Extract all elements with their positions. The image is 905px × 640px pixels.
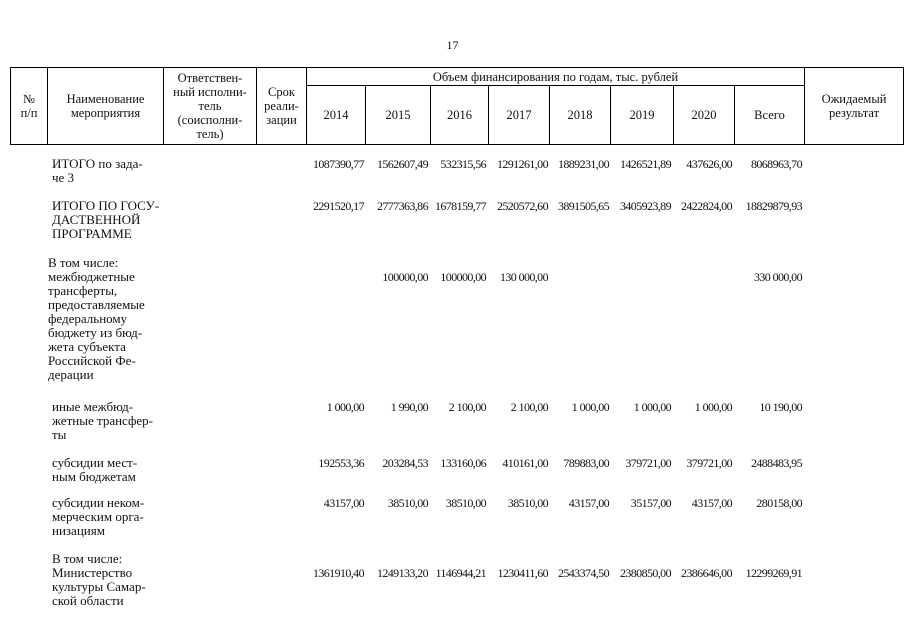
header-name: Наименование мероприятия: [66, 92, 145, 120]
cell-value: 1426521,89: [619, 157, 671, 171]
cell-value: 2380850,00: [619, 566, 671, 580]
cell-value: 1087390,77: [312, 157, 364, 171]
header-year: 2016: [447, 108, 472, 122]
row-label: В том числе: Министерство культуры Самар- ской области: [52, 551, 146, 609]
cell-value: 35157,00: [630, 496, 671, 510]
header-funding-title: Объем финансирования по годам, тыс. рублей: [432, 69, 679, 84]
row-label: ИТОГО ПО ГОСУ- ДАСТВЕННОЙ ПРОГРАММЕ: [52, 198, 160, 242]
cell-value: 2291520,17: [312, 199, 364, 213]
cell-value: 1230411,60: [497, 566, 548, 580]
row-label: В том числе: межбюджетные трансферты, предоставляемые федеральному бюджету из бюд- жета субъекта Российской Фе- дерации: [48, 255, 145, 383]
cell-value: 1291261,00: [496, 157, 548, 171]
cell-value: 2543374,50: [557, 566, 609, 580]
header-responsible: Ответствен- ный исполни- тель (соисполни- тель): [173, 71, 247, 141]
row-label: субсидии мест- ным бюджетам: [52, 455, 138, 485]
cell-value: 1361910,40: [312, 566, 364, 580]
cell-value: 43157,00: [323, 496, 364, 510]
cell-value: 192553,36: [318, 456, 364, 470]
cell-value: 1249133,20: [376, 566, 428, 580]
cell-value: 3891505,65: [557, 199, 609, 213]
cell-value: 1678159,77: [434, 199, 486, 213]
cell-value: 12299269,91: [745, 566, 802, 580]
cell-value: 2777363,86: [376, 199, 428, 213]
header-year: 2015: [385, 108, 411, 122]
cell-value: 38510,00: [387, 496, 428, 510]
header-year: 2017: [506, 108, 532, 122]
row-label: субсидии неком- мерческим орга- низациям: [52, 495, 145, 539]
cell-value: 100000,00: [382, 270, 428, 284]
cell-value: 379721,00: [625, 456, 671, 470]
header-year: 2014: [323, 108, 349, 122]
cell-value: 133160,06: [440, 456, 486, 470]
cell-value: 1146944,21: [435, 566, 486, 580]
cell-value: 1562607,49: [376, 157, 428, 171]
cell-value: 1 000,00: [633, 400, 671, 414]
cell-value: 38510,00: [507, 496, 548, 510]
page-number: 17: [446, 38, 459, 52]
row-label: ИТОГО по зада- че 3: [52, 156, 143, 186]
cell-value: 43157,00: [691, 496, 732, 510]
header-year: 2019: [629, 108, 655, 122]
cell-value: 410161,00: [502, 456, 548, 470]
header-number: № п/п: [20, 92, 38, 120]
cell-value: 2386646,00: [680, 566, 732, 580]
header-result: Ожидаемый результат: [821, 92, 887, 120]
header-year: 2020: [691, 108, 717, 122]
cell-value: 379721,00: [686, 456, 732, 470]
cell-value: 100000,00: [440, 270, 486, 284]
cell-value: 1 000,00: [694, 400, 732, 414]
cell-value: 3405923,89: [619, 199, 671, 213]
cell-value: 789883,00: [563, 456, 609, 470]
cell-value: 280158,00: [756, 496, 802, 510]
header-total: Всего: [754, 108, 785, 122]
cell-value: 1 000,00: [326, 400, 364, 414]
cell-value: 38510,00: [445, 496, 486, 510]
row-label: иные межбюд- жетные трансфер- ты: [52, 399, 153, 443]
header-divider: [903, 67, 904, 145]
cell-value: 2488483,95: [750, 456, 802, 470]
cell-value: 1889231,00: [557, 157, 609, 171]
cell-value: 437626,00: [686, 157, 732, 171]
header-bottom-border: [10, 144, 903, 145]
cell-value: 18829879,93: [745, 199, 802, 213]
cell-value: 1 990,00: [390, 400, 428, 414]
cell-value: 43157,00: [568, 496, 609, 510]
cell-value: 2520572,60: [496, 199, 548, 213]
cell-value: 330 000,00: [753, 270, 802, 284]
cell-value: 203284,53: [382, 456, 428, 470]
cell-value: 2422824,00: [680, 199, 732, 213]
cell-value: 1 000,00: [571, 400, 609, 414]
cell-value: 130 000,00: [499, 270, 548, 284]
cell-value: 8068963,70: [750, 157, 802, 171]
header-year: 2018: [567, 108, 593, 122]
cell-value: 10 190,00: [759, 400, 802, 414]
header-term: Срок реали- зации: [264, 85, 299, 127]
cell-value: 2 100,00: [510, 400, 548, 414]
cell-value: 2 100,00: [448, 400, 486, 414]
cell-value: 532315,56: [440, 157, 486, 171]
